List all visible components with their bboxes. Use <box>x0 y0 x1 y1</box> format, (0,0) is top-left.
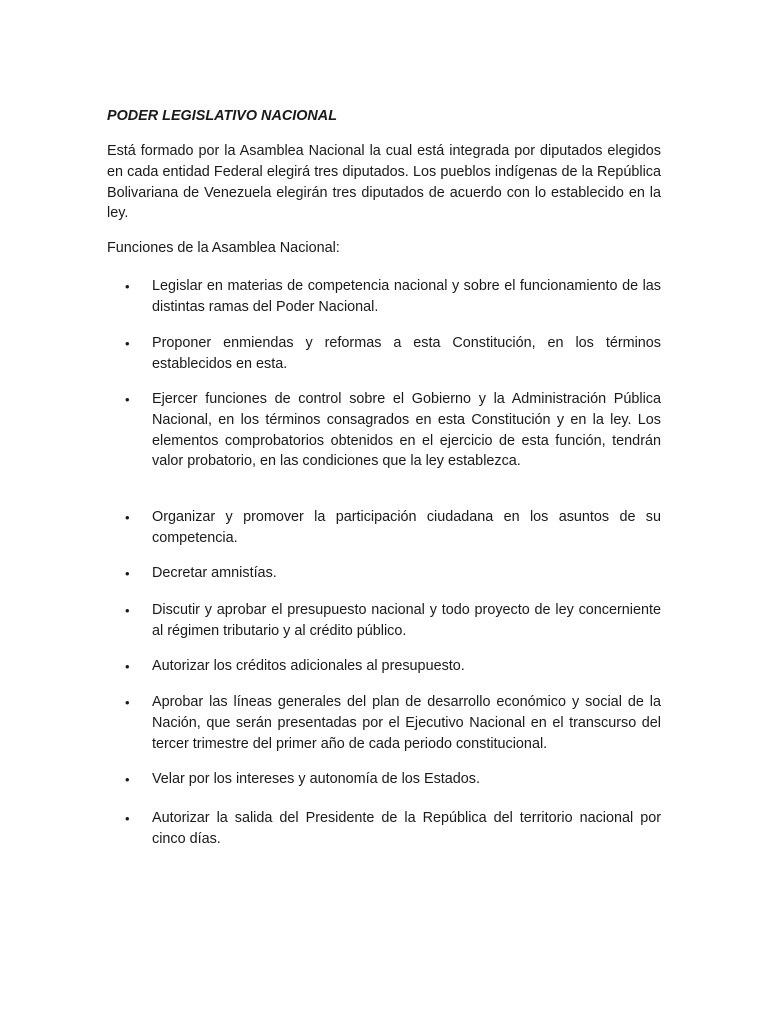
bullet-icon: • <box>125 336 130 351</box>
bullet-icon: • <box>125 279 130 294</box>
intro-paragraph: Está formado por la Asamblea Nacional la cual está integrada por diputados elegidos en cada entidad Federal elegirá tres diputados. Los pueblos indígenas de la República Bolivariana de Venezuela elegirán tres diputados de acuerdo con lo establecido en la ley. <box>107 143 661 222</box>
list-item-text: Discutir y aprobar el presupuesto nacional y todo proyecto de ley concerniente al régimen tributario y al crédito público. <box>152 602 661 639</box>
bullet-icon: • <box>125 811 130 826</box>
list-item-text: Organizar y promover la participación ciudadana en los asuntos de su competencia. <box>152 509 661 546</box>
list-item-text: Proponer enmiendas y reformas a esta Constitución, en los términos establecidos en esta. <box>152 335 661 372</box>
bullet-icon: • <box>125 659 130 674</box>
functions-heading: Funciones de la Asamblea Nacional: <box>107 240 340 256</box>
list-item-text: Autorizar los créditos adicionales al presupuesto. <box>152 658 465 674</box>
bullet-icon: • <box>125 603 130 618</box>
list-item-text: Decretar amnistías. <box>152 565 277 581</box>
document-title: PODER LEGISLATIVO NACIONAL <box>107 108 337 124</box>
list-item-text: Ejercer funciones de control sobre el Gobierno y la Administración Pública Nacional, en los términos consagrados en esta Constitución y en la ley. Los elementos comprobatorios obtenidos en el ejercicio de esta función, tendrán valor probatorio, en las condiciones que la ley establezca. <box>152 391 661 470</box>
bullet-icon: • <box>125 510 130 525</box>
list-item-text: Aprobar las líneas generales del plan de desarrollo económico y social de la Nación, que serán presentadas por el Ejecutivo Nacional en el transcurso del tercer trimestre del primer año de cada periodo constitucional. <box>152 694 661 752</box>
list-item-text: Legislar en materias de competencia nacional y sobre el funcionamiento de las distintas ramas del Poder Nacional. <box>152 278 661 315</box>
list-item-text: Velar por los intereses y autonomía de los Estados. <box>152 771 480 787</box>
list-item-text: Autorizar la salida del Presidente de la República del territorio nacional por cinco días. <box>152 810 661 847</box>
bullet-icon: • <box>125 695 130 710</box>
bullet-icon: • <box>125 772 130 787</box>
bullet-icon: • <box>125 566 130 581</box>
bullet-icon: • <box>125 392 130 407</box>
